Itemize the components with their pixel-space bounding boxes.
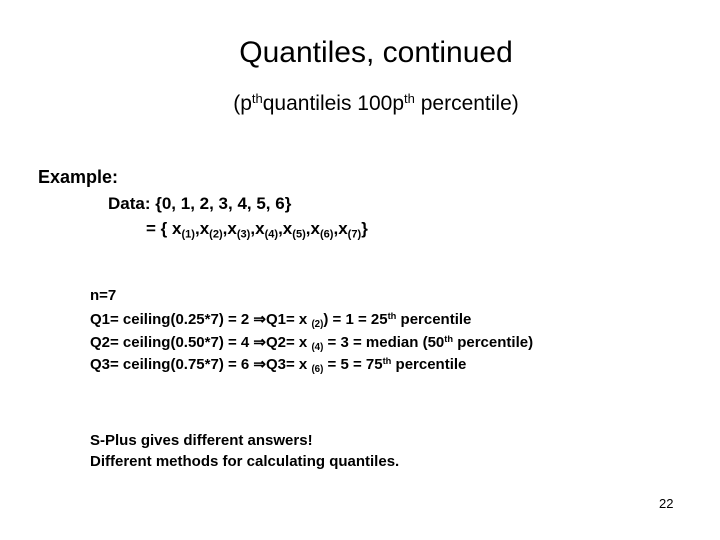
quartile-mid: = 3 = median (50 xyxy=(323,334,445,351)
order-stat-sub: (5) xyxy=(292,228,306,241)
quartile-sup: th xyxy=(387,310,397,321)
quartile-sub: (2) xyxy=(311,318,324,330)
note-line-1: S-Plus gives different answers! xyxy=(90,432,313,449)
quartile-tail: percentile xyxy=(396,311,472,328)
data-set-line: Data: {0, 1, 2, 3, 4, 5, 6} xyxy=(108,194,292,213)
quartile-lead: Q3= ceiling(0.75*7) = 6 ⇒Q3= x xyxy=(90,356,312,373)
subtitle-open: (p xyxy=(233,92,252,115)
subtitle-tail: percentile) xyxy=(414,92,519,115)
order-stats-sep: ,x xyxy=(305,219,320,238)
order-stats-sep: ,x xyxy=(194,219,210,238)
quartile-mid: = 5 = 75 xyxy=(323,356,383,373)
note-line-2: Different methods for calculating quantiles. xyxy=(90,453,400,470)
quartile-line-q2 xyxy=(90,333,533,351)
quartile-tail: percentile) xyxy=(453,334,534,351)
order-stat-sub: (6) xyxy=(319,228,334,241)
quartile-lead: Q1= ceiling(0.25*7) = 2 ⇒Q1= x xyxy=(90,311,312,328)
order-stat-sub: (3) xyxy=(236,228,251,241)
subtitle-th-1: th xyxy=(251,90,263,106)
n-line: n=7 xyxy=(90,287,117,304)
subtitle-mid: quantileis 100p xyxy=(262,92,405,115)
quartile-sub: (4) xyxy=(311,341,324,353)
quartile-sub: (6) xyxy=(311,363,324,375)
slide-title: Quantiles, continued xyxy=(239,36,513,69)
order-stats-suffix: } xyxy=(361,219,368,238)
order-statistics-line xyxy=(146,219,368,239)
order-stat-sub: (1) xyxy=(181,228,195,241)
order-stats-sep: ,x xyxy=(333,219,348,238)
quartile-sup: th xyxy=(444,333,454,344)
order-stat-sub: (4) xyxy=(264,228,279,241)
order-stats-sep: ,x xyxy=(222,219,237,238)
order-stats-prefix: = { x xyxy=(146,219,182,238)
quartile-lead: Q2= ceiling(0.50*7) = 4 ⇒Q2= x xyxy=(90,334,312,351)
quartile-line-q1 xyxy=(90,310,471,328)
quartile-mid: ) = 1 = 25 xyxy=(323,311,388,328)
order-stats-sep: ,x xyxy=(278,219,293,238)
subtitle-th-2: th xyxy=(404,90,415,106)
slide-subtitle xyxy=(0,92,720,116)
order-stat-sub: (7) xyxy=(347,228,362,241)
order-stats-sep: ,x xyxy=(250,219,265,238)
order-stat-sub: (2) xyxy=(209,228,223,241)
quartile-sup: th xyxy=(382,355,392,366)
quartile-tail: percentile xyxy=(391,356,467,373)
page-number: 22 xyxy=(659,496,674,511)
example-label: Example: xyxy=(38,167,119,187)
quartile-line-q3 xyxy=(90,355,466,373)
